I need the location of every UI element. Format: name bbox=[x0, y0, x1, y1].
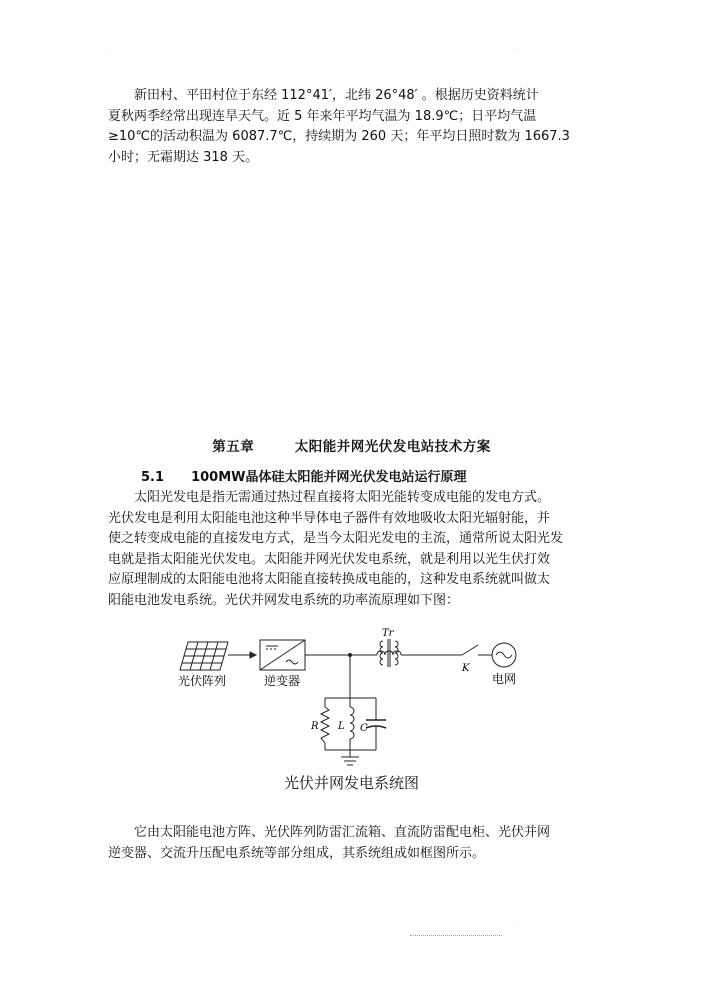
inverter-icon bbox=[260, 640, 305, 670]
closing-paragraph: 它由太阳能电池方阵、光伏阵列防雷汇流箱、直流防雷配电柜、光伏并网 逆变器、交流升压配电系统等部分组成，其系统组成如框图所示。 bbox=[108, 825, 551, 861]
pv-array-label: 光伏阵列 bbox=[178, 674, 227, 688]
inverter-label: 逆变器 bbox=[264, 674, 301, 688]
footer-mark-right: . bbox=[514, 918, 516, 925]
footer-rule bbox=[410, 935, 502, 936]
header-mark-left: . bbox=[104, 44, 106, 51]
switch-label: K bbox=[462, 663, 470, 674]
grid-label: 电网 bbox=[492, 672, 517, 686]
body-paragraph: 太阳光发电是指无需通过热过程直接将太阳光能转变成电能的发电方式。 光伏发电是利用太阳能电池这种半导体电子器件有效地吸收太阳光辐射能，并 使之转变成电能的直接发电方式，是当今太阳光发电的主流，通常所说太阳光发 电就是指太阳能光伏发电。太阳能并网光伏发电系统，就是利用以光生伏打效 应原理制成的太阳能电池将太阳能直接转换成电能的，这种发电系统就叫做太 阳能电池发电系统。光伏并网发电系统的功率流原理如下图： bbox=[108, 490, 564, 608]
diagram-caption: 光伏并网发电系统图 bbox=[283, 774, 419, 792]
transformer-icon bbox=[377, 639, 401, 667]
pv-array-icon bbox=[180, 642, 228, 670]
capacitor-label: C bbox=[360, 723, 368, 734]
chapter-number: 第五章 bbox=[212, 439, 255, 455]
chapter-title: 太阳能并网光伏发电站技术方案 bbox=[294, 439, 491, 455]
pv-grid-diagram bbox=[170, 625, 540, 770]
intro-paragraph: 新田村、平田村位于东经 112°41′，北纬 26°48′ 。根据历史资料统计 夏秋两季经常出现连旱天气。近 5 年来年平均气温为 18.9℃；日平均气温 ≥10℃的活动积温为 6087.7℃，持续期为 260 天；年平均日照时数为 1667.3 小时；无霜期达 318 天。 bbox=[108, 88, 570, 165]
ground-icon bbox=[341, 757, 359, 765]
header-mark-right: . bbox=[514, 44, 516, 51]
section-heading bbox=[141, 466, 467, 485]
chapter-heading bbox=[0, 435, 703, 455]
resistor-icon bbox=[321, 707, 329, 743]
grid-source-icon bbox=[492, 643, 516, 667]
resistor-label: R bbox=[311, 721, 319, 732]
switch-icon bbox=[462, 645, 492, 655]
transformer-label: Tr bbox=[382, 628, 394, 639]
inductor-label: L bbox=[338, 721, 345, 732]
section-number: 5.1 bbox=[141, 470, 165, 485]
inductor-icon bbox=[350, 707, 354, 741]
section-title: 100MW晶体硅太阳能并网光伏发电站运行原理 bbox=[191, 470, 467, 485]
